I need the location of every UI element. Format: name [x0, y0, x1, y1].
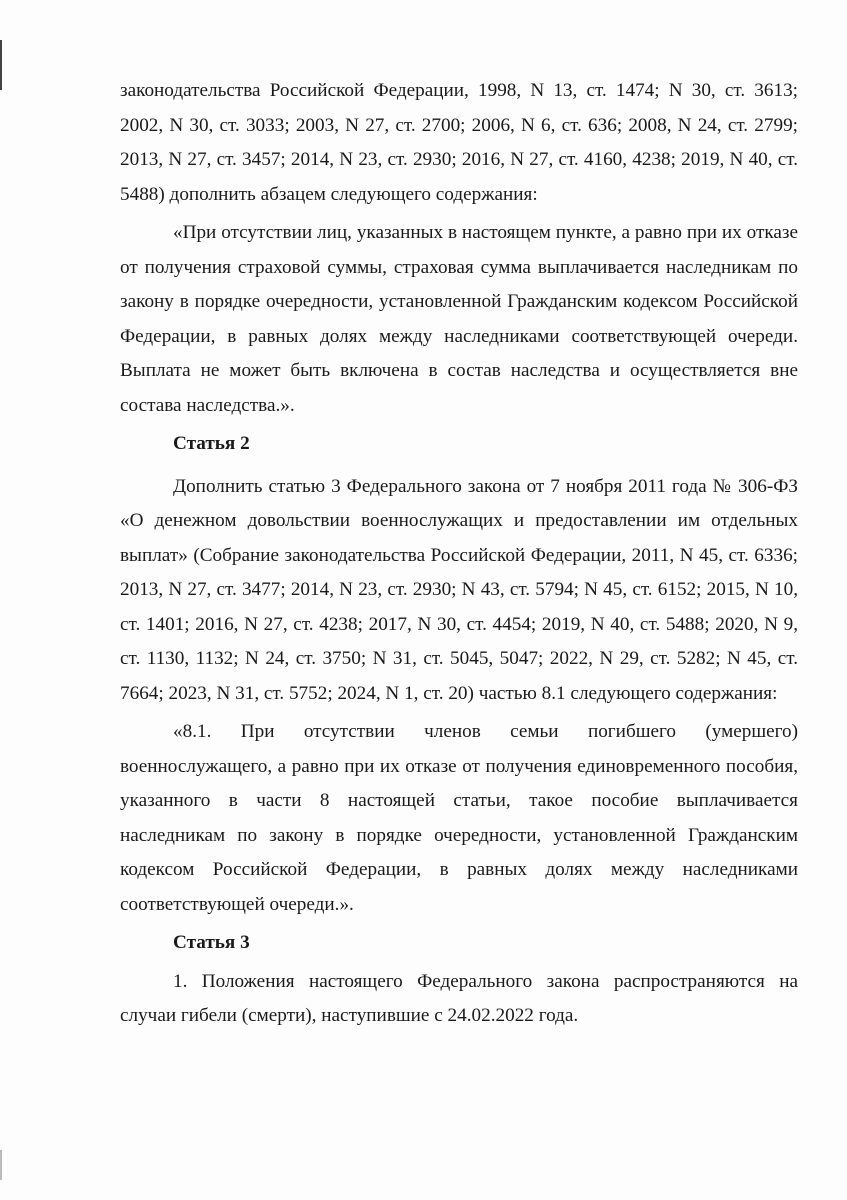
scan-edge-mark: [0, 40, 2, 90]
article-2-paragraph-1: Дополнить статью 3 Федерального закона от 7 ноября 2011 года № 306-ФЗ «О денежном довольствии военнослужащих и предоставлении им отдельных выплат» (Собрание законодательства Российской Федерации, 2011, N 45, ст. 6336; 2013, N 27, ст. 3477; 2014, N 23, ст. 2930; N 43, ст. 5794; N 45, ст. 6152; 2015, N 10, ст. 1401; 2016, N 27, ст. 4238; 2017, N 30, ст. 4454; 2019, N 40, ст. 5488; 2020, N 9, ст. 1130, 1132; N 24, ст. 3750; N 31, ст. 5045, 5047; 2022, N 29, ст. 5282; N 45, ст. 7664; 2023, N 31, ст. 5752; 2024, N 1, ст. 20) частью 8.1 следующего содержания:: [120, 475, 798, 704]
scan-edge-mark-bottom: [0, 1150, 2, 1180]
document-body: [120, 74, 798, 1034]
article-3-paragraph-1: 1. Положения настоящего Федерального закона распространяются на случаи гибели (смерти), наступившие с 24.02.2022 года.: [120, 970, 798, 1026]
paragraph-quote-insurance: «При отсутствии лиц, указанных в настоящем пункте, а равно при их отказе от получения страховой суммы, страховая сумма выплачивается наследникам по закону в порядке очередности, установленной Гражданским кодексом Российской Федерации, в равных долях между наследниками соответствующей очереди. Выплата не может быть включена в состав наследства и осуществляется вне состава наследства.».: [120, 222, 798, 416]
paragraph-intro: законодательства Российской Федерации, 1998, N 13, ст. 1474; N 30, ст. 3613; 2002, N 30, ст. 3033; 2003, N 27, ст. 2700; 2006, N 6, ст. 636; 2008, N 24, ст. 2799; 2013, N 27, ст. 3457; 2014, N 23, ст. 2930; 2016, N 27, ст. 4160, 4238; 2019, N 40, ст. 5488) дополнить абзацем следующего содержания:: [120, 80, 798, 205]
article-2-paragraph-2: «8.1. При отсутствии членов семьи погибшего (умершего) военнослужащего, а равно при их отказе от получения единовременного пособия, указанного в части 8 настоящей статьи, такое пособие выплачивается наследникам по закону в порядке очередности, установленной Гражданским кодексом Российской Федерации, в равных долях между наследниками соответствующей очереди.».: [120, 721, 798, 915]
article-2-heading: Статья 2: [173, 433, 250, 454]
article-3-heading: Статья 3: [173, 932, 250, 953]
